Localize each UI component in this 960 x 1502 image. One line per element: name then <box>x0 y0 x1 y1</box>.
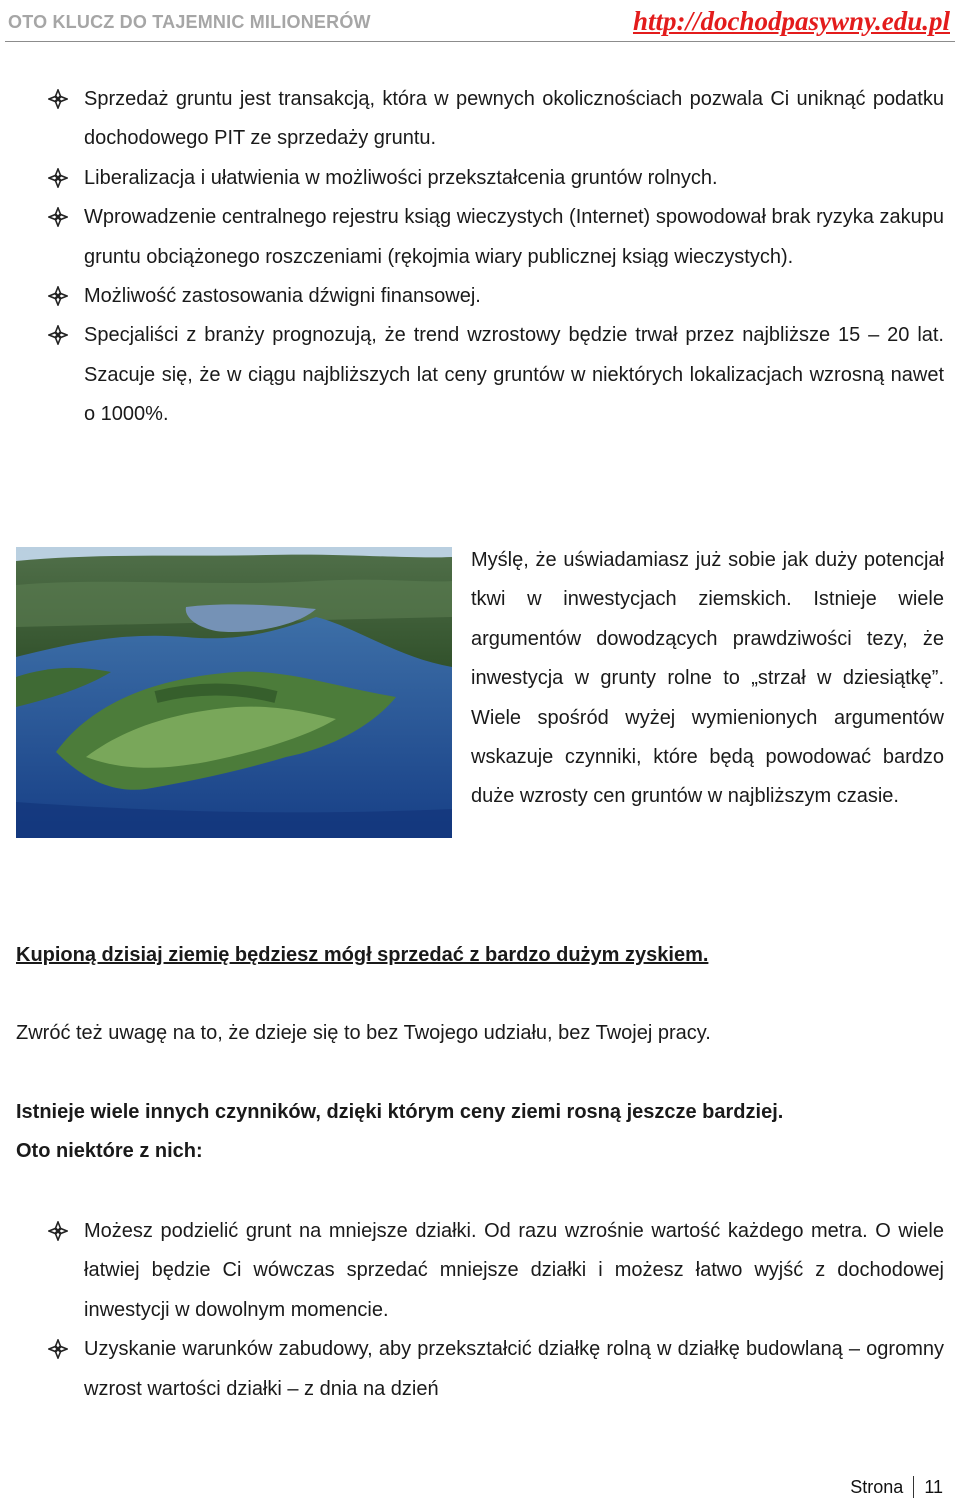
side-paragraph: Myślę, że uświadamiasz już sobie jak duży potencjał tkwi w inwestycjach ziemskich. Istnieje wiele argumentów dowodzących prawdziwości tezy, że inwestycja w grunty rolne to „strzał w dziesiątkę”. Wiele spośród wyżej wymienionych argumentów wskazuje czynniki, które będą powodować bardzo duże wzrosty cen gruntów w najbliższym czasie. <box>471 549 944 808</box>
list-item-text: Możliwość zastosowania dźwigni finansowej. <box>84 285 481 308</box>
footer-page-label: Strona <box>850 1477 904 1497</box>
list-item <box>0 80 960 159</box>
list-item-text: Wprowadzenie centralnego rejestru ksiąg wieczystych (Internet) spowodował brak ryzyka zakupu gruntu obciążonego roszczeniami (rękojmia wiary publicznej ksiąg wieczystych). <box>84 206 944 268</box>
list-item <box>0 159 960 198</box>
factors-intro-line-1: Istnieje wiele innych czynników, dzięki którym ceny ziemi rosną jeszcze bardziej. <box>16 1101 784 1123</box>
list-item-text: Sprzedaż gruntu jest transakcją, która w pewnych okolicznościach pozwala Ci uniknąć podatku dochodowego PIT ze sprzedaży gruntu. <box>84 88 944 150</box>
four-diamond-star-icon <box>48 286 68 306</box>
list-item <box>0 1212 960 1330</box>
lake-landscape-photo <box>16 547 452 838</box>
note-paragraph: Zwróć też uwagę na to, że dzieje się to bez Twojego udziału, bez Twojej pracy. <box>16 1022 711 1044</box>
four-diamond-star-icon <box>48 1221 68 1241</box>
footer-page-number: 11 <box>924 1477 943 1497</box>
header-website-link[interactable]: http://dochodpasywny.edu.pl <box>632 6 950 36</box>
list-item <box>0 198 960 277</box>
page-footer <box>850 1476 943 1498</box>
list-item-text: Specjaliści z branży prognozują, że trend wzrostowy będzie trwał przez najbliższe 15 – 20 lat. Szacuje się, że w ciągu najbliższych lat ceny gruntów w niektórych lokalizacjach wzrosną nawet o 1000%. <box>84 324 944 426</box>
factors-intro <box>16 1093 944 1172</box>
header-title: OTO KLUCZ DO TAJEMNIC MILIONERÓW <box>8 12 371 32</box>
four-diamond-star-icon <box>48 89 68 109</box>
four-diamond-star-icon <box>48 325 68 345</box>
footer-separator <box>913 1476 914 1498</box>
page-header <box>0 0 960 46</box>
four-diamond-star-icon <box>48 168 68 188</box>
list-item <box>0 316 960 434</box>
list-item-text: Liberalizacja i ułatwienia w możliwości przekształcenia gruntów rolnych. <box>84 166 718 189</box>
bullet-list-top <box>0 80 960 435</box>
list-item <box>0 277 960 316</box>
list-item-text: Uzyskanie warunków zabudowy, aby przekształcić działkę rolną w działkę budowlaną – ogromny wzrost wartości działki – z dnia na dzień <box>84 1338 944 1400</box>
highlight-statement: Kupioną dzisiaj ziemię będziesz mógł sprzedać z bardzo dużym zyskiem. <box>16 944 709 966</box>
list-item <box>0 1330 960 1409</box>
factors-intro-line-2: Oto niektóre z nich: <box>16 1140 203 1163</box>
header-divider <box>5 41 955 42</box>
bullet-list-bottom <box>0 1212 960 1409</box>
list-item-text: Możesz podzielić grunt na mniejsze działki. Od razu wzrośnie wartość każdego metra. O wiele łatwiej będzie Ci wówczas sprzedać mniejsze działki i możesz łatwo wyjść z dochodowej inwestycji w dowolnym momencie. <box>84 1220 944 1321</box>
four-diamond-star-icon <box>48 207 68 227</box>
four-diamond-star-icon <box>48 1339 68 1359</box>
